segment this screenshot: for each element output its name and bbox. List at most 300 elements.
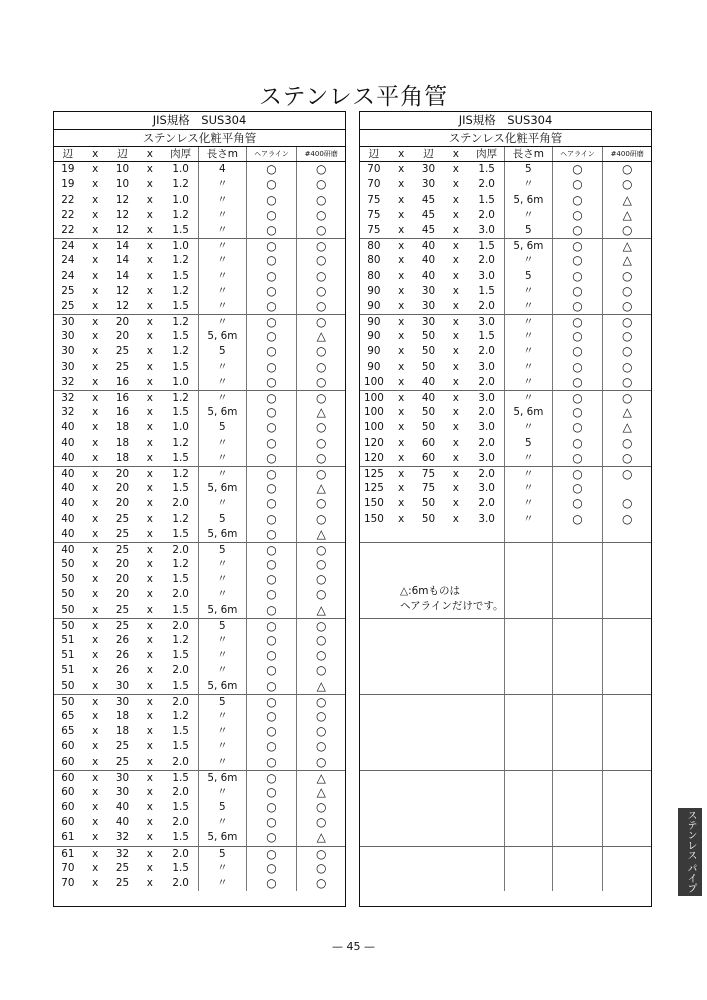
cell-thickness: [469, 557, 504, 572]
cell-length: 〃: [198, 861, 246, 876]
cell-hairline-mark: [552, 648, 603, 663]
col-thickness: 肉厚: [170, 148, 192, 160]
cell-length: 〃: [198, 223, 246, 238]
cell-polish-mark: ○: [602, 512, 651, 527]
cell-side-a: 24: [61, 269, 75, 282]
cell-side-b: [415, 830, 443, 845]
cell-side-a: 40: [61, 436, 75, 449]
table-row: [360, 481, 651, 496]
cell-length: [504, 543, 552, 557]
cell-x-sep: x: [452, 284, 459, 297]
cell-thickness: 3.0: [478, 316, 495, 329]
cell-length: 〃: [198, 709, 246, 724]
cell-hairline-mark: ○: [246, 481, 297, 496]
cell-thickness: 1.2: [172, 284, 189, 297]
cell-length: 5: [198, 512, 246, 527]
cell-side-a: 50: [61, 588, 75, 601]
cell-thickness: 2.0: [478, 178, 495, 191]
cell-thickness: 1.5: [172, 771, 189, 784]
cell-length: [504, 587, 552, 602]
cell-thickness: 2.0: [172, 816, 189, 829]
table-row: [54, 496, 345, 511]
cell-x-sep: x: [92, 527, 99, 540]
col-thickness: 肉厚: [476, 148, 498, 160]
cell-x-sep: [388, 663, 415, 678]
cell-x-sep: x: [92, 240, 99, 253]
cell-length: 〃: [198, 739, 246, 754]
cell-side-a: [360, 648, 388, 663]
cell-side-b: 32: [115, 831, 130, 844]
cell-x-sep: x: [146, 649, 153, 662]
table-row: [360, 724, 651, 739]
cell-thickness: 1.0: [172, 193, 189, 206]
cell-side-a: 150: [363, 512, 384, 525]
cell-side-b: 50: [421, 345, 436, 358]
cell-length: [504, 830, 552, 845]
table-row: [54, 739, 345, 754]
cell-side-a: 75: [367, 223, 381, 236]
cell-side-b: 14: [115, 254, 130, 267]
cell-thickness: 1.2: [172, 467, 189, 480]
cell-side-a: [360, 861, 388, 876]
cell-polish-mark: ○: [296, 451, 345, 466]
cell-length: 5, 6m: [198, 830, 246, 845]
cell-polish-mark: △: [296, 771, 345, 785]
cell-hairline-mark: ○: [246, 512, 297, 527]
cell-thickness: 3.0: [478, 223, 495, 236]
cell-length: 〃: [504, 375, 552, 390]
cell-thickness: 1.5: [172, 725, 189, 738]
cell-hairline-mark: ○: [246, 800, 297, 815]
cell-x-sep: x: [92, 619, 99, 632]
table-row: [360, 451, 651, 466]
cell-hairline-mark: ○: [246, 709, 297, 724]
cell-length: 5, 6m: [504, 239, 552, 253]
cell-side-a: 51: [61, 634, 75, 646]
cell-length: 〃: [198, 557, 246, 572]
cell-thickness: 1.5: [172, 451, 189, 464]
cell-length: 〃: [504, 344, 552, 359]
cell-side-a: 32: [61, 406, 75, 419]
table-row: [360, 344, 651, 359]
table-row: [54, 679, 345, 694]
cell-x-sep: [442, 695, 469, 709]
cell-thickness: 1.5: [172, 603, 189, 616]
cell-x-sep: [442, 543, 469, 557]
cell-length: 〃: [504, 451, 552, 466]
cell-x-sep: x: [146, 284, 153, 297]
cell-hairline-mark: [552, 709, 603, 724]
cell-polish-mark: [602, 800, 651, 815]
cell-hairline-mark: ○: [246, 299, 297, 314]
cell-x-sep: [388, 543, 415, 557]
cell-thickness: [469, 847, 504, 861]
table-row: [54, 193, 345, 208]
cell-x-sep: x: [92, 284, 99, 297]
cell-side-b: 30: [421, 284, 436, 297]
cell-side-b: [415, 785, 443, 800]
cell-side-a: 90: [367, 316, 381, 329]
cell-thickness: 2.0: [172, 543, 189, 556]
table-row: [54, 815, 345, 830]
table-row: [360, 709, 651, 724]
cell-x-sep: [442, 861, 469, 876]
col-polish: #400研磨: [602, 147, 651, 161]
cell-length: [504, 695, 552, 709]
cell-thickness: 1.5: [172, 861, 189, 874]
cell-side-a: 61: [61, 847, 75, 860]
page-title: ステンレス平角管: [258, 84, 449, 110]
cell-hairline-mark: ○: [246, 755, 297, 770]
table-row: [360, 557, 651, 572]
cell-x-sep: x: [146, 330, 153, 343]
cell-side-a: 25: [61, 299, 75, 312]
cell-x-sep: x: [92, 163, 99, 176]
col-length: 長さm: [198, 147, 246, 161]
cell-thickness: 1.5: [478, 163, 495, 176]
cell-x-sep: x: [92, 208, 99, 221]
cell-x-sep: x: [146, 573, 153, 586]
table-row: [54, 663, 345, 678]
cell-x-sep: [388, 755, 415, 770]
cell-side-b: [415, 557, 443, 572]
cell-hairline-mark: [552, 771, 603, 785]
cell-x-sep: x: [452, 392, 459, 404]
cell-x-sep: [388, 771, 415, 785]
cell-length: [504, 847, 552, 861]
cell-x-sep: x: [398, 421, 405, 434]
cell-side-b: [415, 755, 443, 770]
cell-thickness: 1.5: [172, 299, 189, 312]
table-row: [54, 846, 345, 861]
subtitle-header: ステンレス化粧平角管: [54, 130, 345, 147]
cell-x-sep: x: [452, 316, 459, 329]
cell-side-b: 18: [115, 451, 130, 464]
cell-side-a: 60: [61, 740, 75, 753]
cell-x-sep: [388, 648, 415, 663]
table-row: [54, 603, 345, 618]
cell-x-sep: x: [146, 436, 153, 449]
cell-thickness: 1.2: [172, 392, 189, 404]
cell-x-sep: x: [92, 831, 99, 844]
cell-length: [504, 861, 552, 876]
table-row: [360, 633, 651, 648]
cell-hairline-mark: ○: [246, 405, 297, 420]
cell-x-sep: x: [92, 330, 99, 343]
cell-polish-mark: △: [296, 405, 345, 420]
cell-polish-mark: ○: [296, 739, 345, 754]
cell-x-sep: x: [452, 406, 459, 419]
cell-x-sep: x: [92, 543, 99, 556]
cell-polish-mark: [602, 830, 651, 845]
cell-polish-mark: ○: [296, 847, 345, 861]
cell-side-b: 30: [421, 299, 436, 312]
cell-hairline-mark: ○: [246, 815, 297, 830]
cell-hairline-mark: ○: [246, 315, 297, 329]
cell-side-a: 150: [363, 497, 384, 510]
cell-side-a: 60: [61, 755, 75, 768]
table-row: [54, 329, 345, 344]
cell-x-sep: x: [398, 451, 405, 464]
cell-x-sep: x: [92, 861, 99, 874]
cell-side-a: 50: [61, 603, 75, 616]
cell-x-sep: x: [92, 360, 99, 373]
cell-polish-mark: ○: [296, 587, 345, 602]
cell-x-sep: x: [146, 877, 153, 889]
cell-hairline-mark: ○: [246, 239, 297, 253]
cell-length: [504, 709, 552, 724]
cell-length: 〃: [504, 253, 552, 268]
cell-hairline-mark: ○: [552, 496, 603, 511]
cell-side-b: 50: [421, 497, 436, 510]
cell-thickness: 1.2: [172, 254, 189, 267]
col-side-a: 辺: [62, 148, 74, 160]
cell-side-b: [415, 619, 443, 633]
cell-length: 5: [198, 695, 246, 709]
cell-x-sep: x: [452, 178, 459, 191]
table-row: [360, 177, 651, 192]
table-row: [54, 253, 345, 268]
cell-polish-mark: ○: [296, 695, 345, 709]
cell-polish-mark: [602, 695, 651, 709]
cell-side-b: 40: [421, 375, 436, 388]
table-row: [360, 253, 651, 268]
cell-x-sep: x: [398, 240, 405, 253]
cell-side-b: 50: [421, 360, 436, 373]
cell-hairline-mark: ○: [246, 420, 297, 435]
cell-side-a: 60: [61, 771, 75, 784]
cell-hairline-mark: [552, 815, 603, 830]
cell-side-b: [415, 543, 443, 557]
cell-x-sep: [388, 847, 415, 861]
cell-thickness: [469, 527, 504, 542]
cell-x-sep: x: [146, 679, 153, 692]
cell-side-a: 100: [363, 421, 384, 434]
cell-hairline-mark: ○: [552, 284, 603, 299]
cell-x-sep: [442, 739, 469, 754]
cell-side-b: 14: [115, 240, 130, 253]
cell-side-a: [360, 724, 388, 739]
cell-side-b: [415, 663, 443, 678]
cell-thickness: 1.5: [478, 284, 495, 297]
cell-hairline-mark: ○: [552, 420, 603, 435]
cell-polish-mark: ○: [296, 496, 345, 511]
col-side-a: 辺: [368, 148, 380, 160]
cell-thickness: 1.5: [172, 679, 189, 692]
cell-x-sep: x: [146, 163, 153, 176]
cell-polish-mark: △: [602, 253, 651, 268]
table-row: [360, 193, 651, 208]
cell-thickness: 1.2: [172, 512, 189, 525]
cell-length: 5, 6m: [198, 481, 246, 496]
table-row: [360, 648, 651, 663]
cell-thickness: 1.5: [172, 360, 189, 373]
left-table: [53, 111, 346, 907]
cell-length: [504, 663, 552, 678]
table-row: [360, 329, 651, 344]
cell-thickness: 2.0: [478, 375, 495, 388]
column-header-row: [54, 147, 345, 162]
cell-x-sep: x: [92, 709, 99, 722]
cell-hairline-mark: ○: [246, 391, 297, 405]
cell-x-sep: [442, 800, 469, 815]
left-table-body: [54, 162, 345, 891]
cell-hairline-mark: [552, 695, 603, 709]
cell-length: 〃: [504, 481, 552, 496]
cell-hairline-mark: ○: [552, 329, 603, 344]
cell-hairline-mark: ○: [246, 771, 297, 785]
cell-side-a: 50: [61, 679, 75, 692]
table-row: [54, 785, 345, 800]
page-number: — 45 —: [332, 940, 375, 953]
cell-x-sep: x: [398, 436, 405, 449]
cell-side-b: [415, 648, 443, 663]
cell-thickness: 1.2: [172, 558, 189, 571]
cell-thickness: 1.5: [172, 740, 189, 753]
right-table-body: [360, 162, 651, 891]
cell-x-sep: x: [92, 573, 99, 586]
cell-side-b: 16: [115, 392, 130, 404]
cell-side-b: 25: [115, 603, 130, 616]
cell-side-a: 70: [61, 877, 75, 889]
right-table: [359, 111, 652, 907]
cell-length: [504, 739, 552, 754]
cell-x-sep: x: [92, 223, 99, 236]
cell-x-sep: x: [92, 740, 99, 753]
cell-length: 〃: [198, 436, 246, 451]
table-row: [54, 405, 345, 420]
cell-polish-mark: [602, 847, 651, 861]
cell-side-b: 50: [421, 330, 436, 343]
table-row: [360, 466, 651, 481]
cell-x-sep: x: [146, 512, 153, 525]
cell-thickness: 1.5: [478, 193, 495, 206]
cell-thickness: [469, 830, 504, 845]
cell-hairline-mark: ○: [552, 405, 603, 420]
cell-thickness: 2.0: [478, 208, 495, 221]
cell-length: 〃: [504, 420, 552, 435]
cell-x-sep: [442, 876, 469, 891]
cell-thickness: [469, 619, 504, 633]
cell-x-sep: x: [146, 740, 153, 753]
col-x: x: [398, 148, 405, 160]
cell-hairline-mark: ○: [246, 208, 297, 223]
cell-side-b: 18: [115, 421, 130, 434]
cell-x-sep: [442, 755, 469, 770]
table-row: [360, 299, 651, 314]
cell-x-sep: x: [146, 543, 153, 556]
cell-polish-mark: △: [602, 420, 651, 435]
cell-hairline-mark: [552, 587, 603, 602]
table-row: [54, 360, 345, 375]
cell-polish-mark: [602, 679, 651, 694]
cell-side-b: 16: [115, 406, 130, 419]
cell-thickness: 2.0: [172, 755, 189, 768]
table-row: [54, 724, 345, 739]
cell-x-sep: x: [92, 269, 99, 282]
cell-hairline-mark: ○: [552, 436, 603, 451]
cell-side-a: [360, 755, 388, 770]
cell-x-sep: x: [452, 497, 459, 510]
cell-polish-mark: [602, 771, 651, 785]
cell-side-a: 90: [367, 284, 381, 297]
cell-x-sep: x: [146, 421, 153, 434]
cell-length: 〃: [198, 193, 246, 208]
cell-thickness: 1.0: [172, 375, 189, 388]
table-row: [54, 709, 345, 724]
cell-thickness: 2.0: [478, 467, 495, 480]
cell-polish-mark: [602, 572, 651, 587]
table-row: [54, 299, 345, 314]
cell-x-sep: [442, 527, 469, 542]
cell-x-sep: x: [92, 588, 99, 601]
cell-x-sep: x: [146, 467, 153, 480]
table-row: [54, 436, 345, 451]
cell-x-sep: x: [398, 392, 405, 404]
cell-side-a: [360, 847, 388, 861]
cell-side-b: 12: [115, 223, 130, 236]
cell-x-sep: x: [146, 527, 153, 540]
col-x: x: [92, 148, 99, 160]
table-row: [360, 162, 651, 177]
cell-x-sep: [388, 815, 415, 830]
cell-hairline-mark: [552, 876, 603, 891]
cell-polish-mark: [602, 739, 651, 754]
cell-hairline-mark: [552, 572, 603, 587]
cell-x-sep: x: [92, 664, 99, 677]
cell-length: 〃: [198, 284, 246, 299]
cell-side-a: [360, 527, 388, 542]
cell-thickness: 3.0: [478, 482, 495, 495]
cell-thickness: [469, 709, 504, 724]
cell-x-sep: [388, 679, 415, 694]
cell-x-sep: x: [398, 497, 405, 510]
cell-hairline-mark: [552, 830, 603, 845]
cell-thickness: 1.5: [172, 269, 189, 282]
cell-hairline-mark: [552, 739, 603, 754]
cell-x-sep: x: [452, 482, 459, 495]
cell-side-b: 50: [421, 421, 436, 434]
cell-x-sep: x: [146, 588, 153, 601]
cell-length: 〃: [198, 876, 246, 891]
cell-hairline-mark: ○: [246, 724, 297, 739]
cell-side-a: 90: [367, 360, 381, 373]
table-row: [360, 755, 651, 770]
cell-length: 〃: [198, 587, 246, 602]
table-row: [54, 375, 345, 390]
table-row: [360, 405, 651, 420]
cell-hairline-mark: ○: [552, 360, 603, 375]
table-row: [54, 162, 345, 177]
col-hairline: ヘアライン: [246, 147, 297, 161]
cell-side-b: [415, 724, 443, 739]
cell-side-a: 30: [61, 316, 75, 329]
cell-length: 〃: [198, 755, 246, 770]
cell-hairline-mark: ○: [246, 633, 297, 648]
cell-x-sep: x: [92, 482, 99, 495]
cell-thickness: 1.5: [172, 649, 189, 662]
cell-thickness: 1.2: [172, 208, 189, 221]
cell-x-sep: x: [146, 816, 153, 829]
table-row: [360, 496, 651, 511]
table-row: [360, 223, 651, 238]
cell-side-b: 30: [421, 163, 436, 176]
table-row: [360, 861, 651, 876]
cell-x-sep: [442, 633, 469, 648]
cell-hairline-mark: ○: [246, 177, 297, 192]
cell-hairline-mark: ○: [246, 162, 297, 177]
cell-side-a: [360, 771, 388, 785]
